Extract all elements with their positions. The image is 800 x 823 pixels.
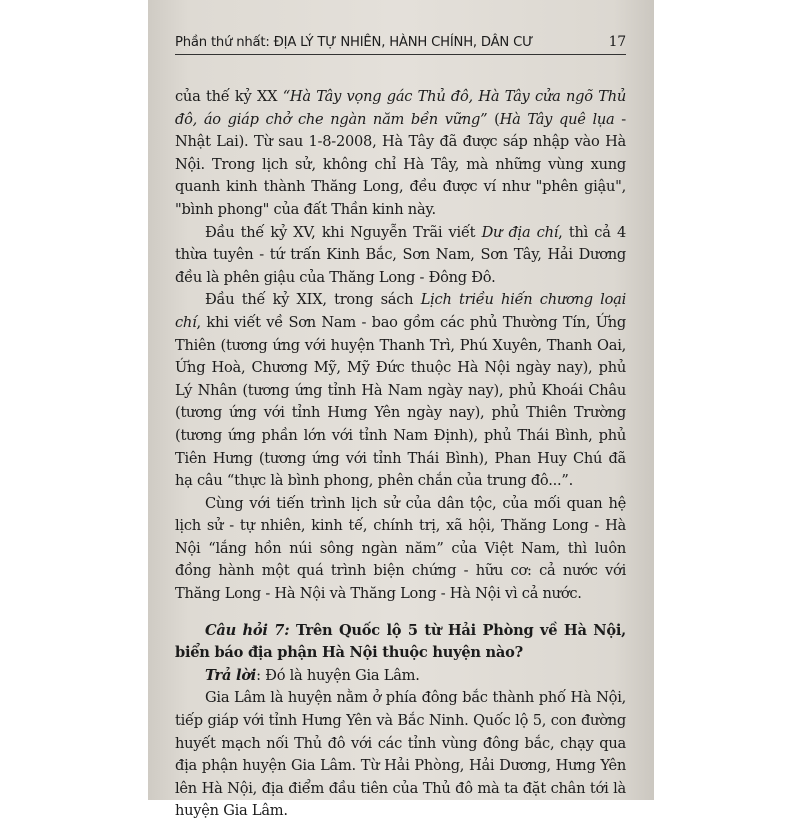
book-page [148,0,654,820]
page-body [175,86,626,823]
text-run: , khi viết về Sơn Nam - bao gồm các phủ Thường Tín, Ứng Thiên (tương ứng với huyện Thanh Trì, Phú Xuyên, Thanh Oai, Ứng Hoà, Chương Mỹ, Mỹ Đức thuộc Hà Nội ngày nay), phủ Lý Nhân (tương ứng tỉnh Hà Nam ngày nay), phủ Khoái Châu (tương ứng với tỉnh Hưng Yên ngày nay), phủ Thiên Trường (tương ứng phần lớn với tỉnh Nam Định), phủ Thái Bình, phủ Tiên Hưng (tương ứng với tỉnh Thái Bình), Phan Huy Chú đã hạ câu “thực là bình phong, phên chắn của trung đô...”. [175,313,626,490]
paragraph-gia-lam: Gia Lâm là huyện nằm ở phía đông bắc thành phố Hà Nội, tiếp giáp với tỉnh Hưng Yên và Bắc Ninh. Quốc lộ 5, con đường huyết mạch nối Thủ đô với các tỉnh vùng đông bắc, chạy qua địa phận huyện Gia Lâm. Từ Hải Phòng, Hải Dương, Hưng Yên lên Hà Nội, địa điểm đầu tiên của Thủ đô mà ta đặt chân tới là huyện Gia Lâm. [175,689,626,820]
text-run: của thế kỷ XX [175,88,283,105]
text-run: Đầu thế kỷ XV, khi Nguyễn Trãi viết [205,223,482,241]
question-text: Trên Quốc lộ 5 từ Hải Phòng về Hà Nội, biển báo địa phận Hà Nội thuộc huyện nào? [175,621,626,662]
quote-italic: “Hà Tây vọng gác Thủ đô, Hà Tây cửa ngõ Thủ đô, áo giáp chở che ngàn năm bền vững” [175,88,626,128]
text-run: Đầu thế kỷ XIX, trong sách [205,291,421,309]
running-header [175,30,626,55]
answer-label: Trả lời [205,666,257,684]
paragraph-thang-long [175,493,626,606]
book-title-italic: Hà Tây quê lụa [499,110,615,128]
question-label: Câu hỏi 7: [205,621,290,639]
text-run: Cùng với tiến trình lịch sử của dân tộc, của mối quan hệ lịch sử - tự nhiên, kinh tế, chính trị, xã hội, Thăng Long - Hà Nội “lắng hồn núi sông ngàn năm” của Việt Nam, thì luôn đồng hành một quá trình biện chứng - hữu cơ: cả nước với Thăng Long - Hà Nội và Thăng Long - Hà Nội vì cả nước. [175,494,626,603]
answer-line [175,665,626,688]
book-title-italic: Dư địa chí [481,223,559,241]
text-run: , thì cả 4 thừa tuyên - tứ trấn Kinh Bắc, Sơn Nam, Sơn Tây, Hải Dương đều là phên giậu của Thăng Long - Đông Đô. [175,223,626,286]
page-number: 17 [608,34,626,50]
question-7 [175,620,626,665]
book-title-italic: Lịch triều hiến chương loại chí [175,291,626,331]
paragraph-ha-tay [175,86,626,222]
header-title: Phần thứ nhất: ĐỊA LÝ TỰ NHIÊN, HÀNH CHÍNH, DÂN CƯ [175,35,534,50]
paragraph-son-nam [175,289,626,492]
paragraph-nguyen-trai [175,222,626,290]
text-run: ( [487,110,500,128]
text-run: - Nhật Lai). Từ sau 1-8-2008, Hà Tây đã được sáp nhập vào Hà Nội. Trong lịch sử, không chỉ Hà Tây, mà những vùng xung quanh kinh thành Thăng Long, đều được ví như "phên giậu", "bình phong" của đất Thần kinh này. [175,110,626,218]
answer-text: : Đó là huyện Gia Lâm. [256,666,420,684]
